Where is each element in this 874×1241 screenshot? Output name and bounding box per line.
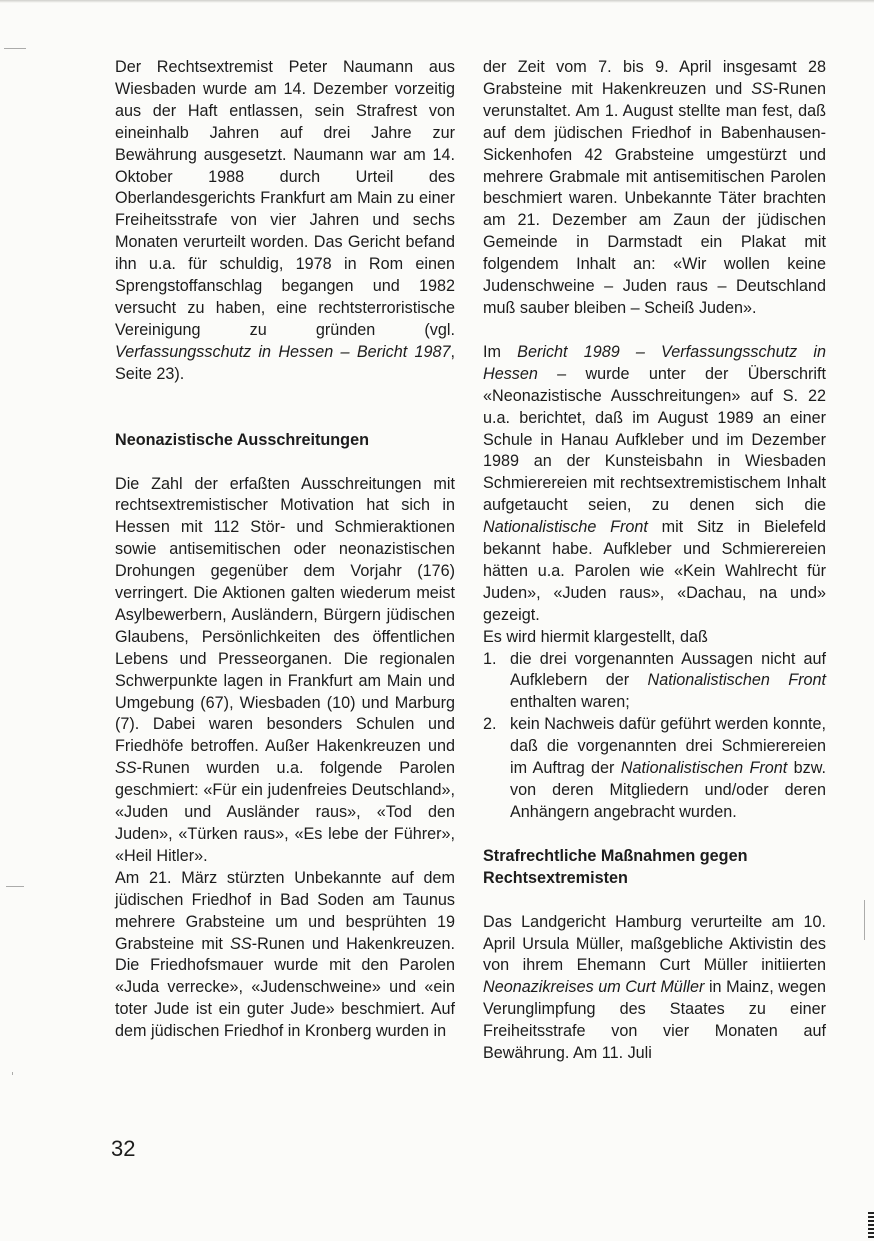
page-number: 32: [111, 1136, 136, 1161]
paragraph: [115, 57, 455, 386]
numbered-list: [483, 649, 826, 824]
paragraph: Es wird hiermit klargestellt, daß: [483, 627, 708, 646]
paragraph: [115, 474, 455, 868]
scan-speck: [6, 886, 24, 887]
text-run: die drei vorgenannten Aussagen nicht auf Aufklebern der: [510, 649, 826, 690]
text-run: , Seite 23).: [115, 342, 455, 383]
text-run: mit Sitz in Bielefeld bekannt habe. Aufkleber und Schmierereien hätten u.a. Parolen wie «Kein Wahlrecht für Juden», «Juden raus», «Dachau, na und» gezeigt.: [483, 518, 826, 624]
text-run: Das Landgericht Hamburg verurteilte am 10. April Ursula Müller, maßgebliche Aktivistin des von ihrem Ehemann Curt Müller initiierten: [483, 912, 826, 975]
italic-text: Nationalistischen Front: [647, 671, 827, 690]
text-run: Im: [483, 342, 518, 361]
list-number: 2.: [483, 715, 497, 734]
italic-text: Nationalistischen Front: [620, 759, 788, 778]
text-run: bzw. von deren Mitgliedern und/oder deren Anhängern angebracht wurden.: [510, 759, 827, 821]
section-heading: Strafrechtliche Maßnahmen gegen Rechtsextremisten: [483, 846, 748, 887]
scan-speck: [864, 900, 865, 940]
paragraph: [115, 868, 455, 1043]
paragraph: [483, 912, 826, 1065]
italic-text: Neonazikreises um Curt Müller: [483, 978, 705, 997]
paragraph: [483, 57, 826, 320]
scan-speck: [12, 1072, 13, 1075]
left-column: [115, 57, 455, 1043]
text-run: -Runen und Hakenkreuzen. Die Friedhofsmauer wurde mit den Parolen «Juda verrecke», «Judenschweine» und «ein toter Jude ist ein guter Jude» beschmiert. Auf dem jüdischen Friedhof in Kronberg wurden in: [115, 934, 455, 1041]
text-run: -Runen wurden u.a. folgende Parolen geschmiert: «Für ein judenfreies Deutschland», «Juden und Ausländer raus», «Tod den Juden», «Türken raus», «Es lebe der Führer», «Heil Hitler».: [115, 759, 455, 865]
italic-text: SS: [230, 934, 252, 953]
list-item: [483, 714, 826, 824]
text-run: Am 21. März stürzten Unbekannte auf dem jüdischen Friedhof in Bad Soden am Taunus mehrere Grabsteine um und besprühten 19 Grabsteine mit: [115, 868, 455, 953]
italic-text: SS: [115, 759, 137, 778]
text-run: in Mainz, wegen Verunglimpfung des Staates zu einer Freiheitsstrafe von vier Monaten auf Bewährung. Am 11. Juli: [483, 978, 826, 1063]
section-heading: Neonazistische Ausschreitungen: [115, 430, 369, 449]
scan-speck: [4, 48, 26, 49]
text-run: -Runen verunstaltet. Am 1. August stellte man fest, daß auf dem jüdischen Friedhof in Babenhausen-Sickenhofen 42 Grabsteine umgestürzt und mehrere Grabmale mit antisemitischen Parolen beschmiert waren. Unbekannte Täter brachten am 21. Dezember am Zaun der jüdischen Gemeinde in Darmstadt ein Plakat mit folgendem Inhalt an: «Wir wollen keine Judenschweine – Juden raus – Deutschland muß sauber bleiben – Scheiß Juden».: [483, 79, 826, 317]
text-run: kein Nachweis dafür geführt werden konnte, daß die vorgenannten drei Schmierereien im Auftrag der: [510, 715, 826, 778]
text-run: Der Rechtsextremist Peter Naumann aus Wiesbaden wurde am 14. Dezember vorzeitig aus der Haft entlassen, sein Strafrest von eineinhalb Jahren auf drei Jahre zur Bewährung ausgesetzt. Naumann war am 14. Oktober 1988 durch Urteil des Oberlandesgerichts Frankfurt am Main zu einer Freiheitsstrafe von vier Jahren und sechs Monaten verurteilt worden. Das Gericht befand ihn u.a. für schuldig, 1978 in Rom einen Sprengstoffanschlag begangen und 1982 versucht zu haben, eine rechtsterroristische Vereinigung zu gründen (vgl.: [115, 58, 455, 339]
paragraph: [483, 342, 826, 627]
scan-edge-mark: [868, 1212, 874, 1238]
list-text: [510, 715, 826, 821]
italic-text: SS: [751, 79, 773, 98]
list-number: 1.: [483, 649, 497, 668]
text-run: der Zeit vom 7. bis 9. April insgesamt 28 Grabsteine mit Hakenkreuzen und: [483, 58, 826, 98]
list-text: [510, 650, 826, 712]
italic-text: Verfassungsschutz in Hessen – Bericht 1987: [115, 342, 451, 361]
text-run: enthalten waren;: [510, 693, 630, 712]
scan-edge: [0, 0, 874, 3]
italic-text: Nationalistische Front: [483, 518, 648, 537]
list-item: [483, 649, 826, 715]
text-run: – wurde unter der Überschrift «Neonazistische Ausschreitungen» auf S. 22 u.a. berichtet, daß im August 1989 an einer Schule in Hanau Aufkleber und im Dezember 1989 an der Kunsteisbahn in Wiesbaden Schmierereien mit rechtsextremistischem Inhalt aufgetaucht seien, zu denen sich die: [483, 364, 826, 515]
right-column: [483, 57, 826, 1065]
italic-text: Bericht 1989 – Verfassungsschutz in Hessen: [483, 342, 826, 383]
text-run: Die Zahl der erfaßten Ausschreitungen mit rechtsextremistischer Motivation hat sich in Hessen mit 112 Stör- und Schmieraktionen sowie antisemitischen oder neonazistischen Drohungen gegenüber dem Vorjahr (176) verringert. Die Aktionen galten wiederum meist Asylbewerbern, Ausländern, Bürgern jüdischen Glaubens, Persönlichkeiten des öffentlichen Lebens und Presseorganen. Die regionalen Schwerpunkte lagen in Frankfurt am Main und Umgebung (67), Wiesbaden (10) und Marburg (7). Dabei waren besonders Schulen und Friedhöfe betroffen. Außer Hakenkreuzen und: [115, 474, 455, 756]
